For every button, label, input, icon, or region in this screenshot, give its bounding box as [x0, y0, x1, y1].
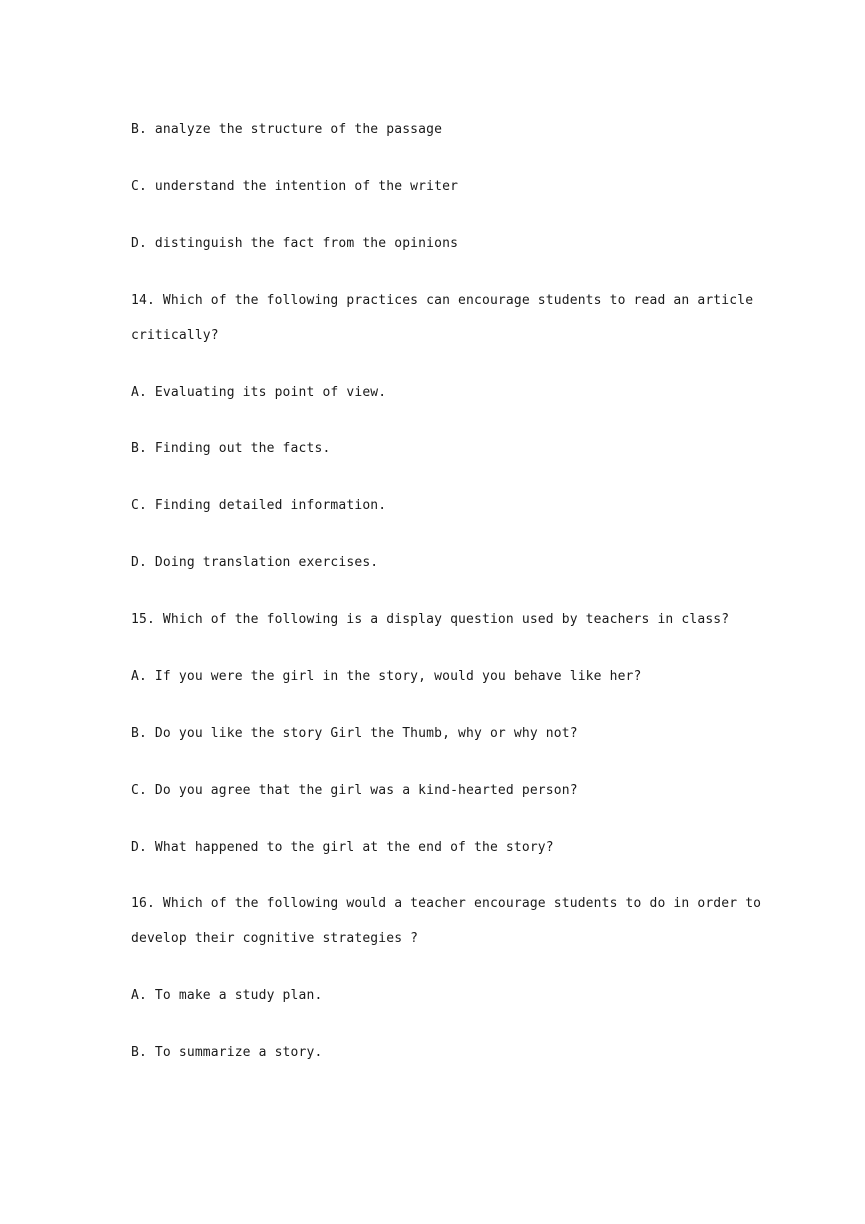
- q14-option-c: C. Finding detailed information.: [131, 498, 387, 513]
- q15-option-c: C. Do you agree that the girl was a kind-hearted person?: [131, 783, 578, 798]
- q15-option-d: D. What happened to the girl at the end of the story?: [131, 840, 554, 855]
- q14-stem-line-2: critically?: [131, 328, 219, 343]
- q15-stem: 15. Which of the following is a display question used by teachers in class?: [131, 612, 730, 627]
- q14-option-d: D. Doing translation exercises.: [131, 555, 379, 570]
- q16-option-a: A. To make a study plan.: [131, 988, 323, 1003]
- q13-option-d: D. distinguish the fact from the opinions: [131, 236, 459, 251]
- q13-option-c: C. understand the intention of the writer: [131, 179, 459, 194]
- q16-stem-line-1: 16. Which of the following would a teacher encourage students to do in order to: [131, 896, 762, 911]
- q15-option-a: A. If you were the girl in the story, would you behave like her?: [131, 669, 642, 684]
- q14-stem-line-1: 14. Which of the following practices can encourage students to read an article: [131, 293, 754, 308]
- q15-option-b: B. Do you like the story Girl the Thumb, why or why not?: [131, 726, 578, 741]
- q14-option-a: A. Evaluating its point of view.: [131, 385, 387, 400]
- q14-option-b: B. Finding out the facts.: [131, 441, 331, 456]
- q13-option-b: B. analyze the structure of the passage: [131, 122, 443, 137]
- q16-option-b: B. To summarize a story.: [131, 1045, 323, 1060]
- q16-stem-line-2: develop their cognitive strategies ?: [131, 931, 419, 946]
